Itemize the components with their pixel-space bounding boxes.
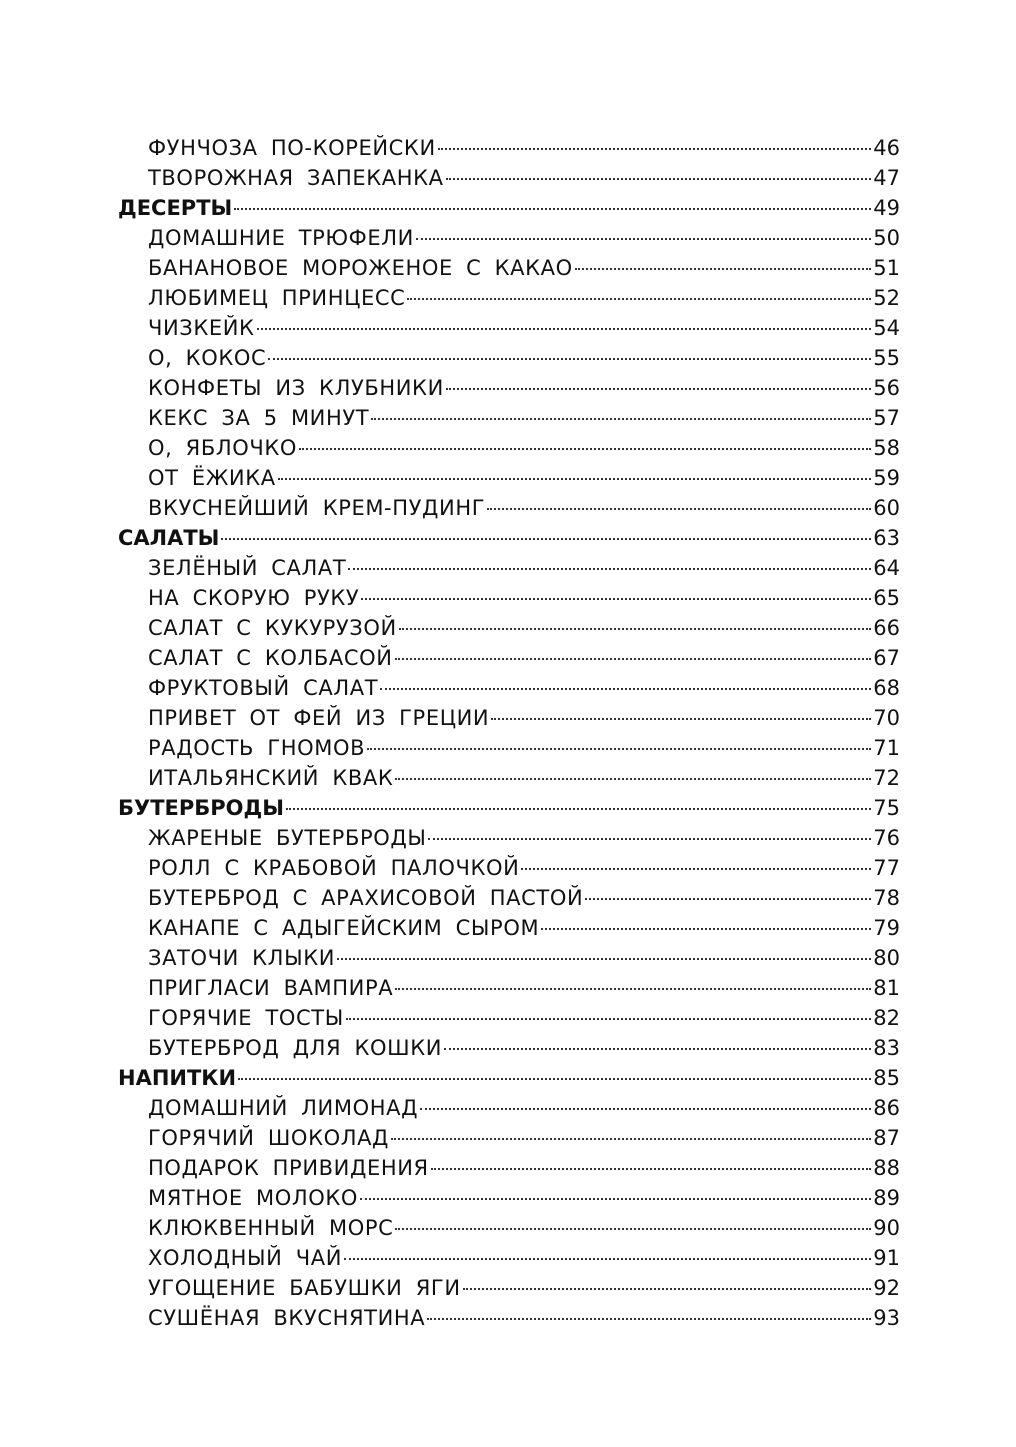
- toc-entry-title: ЗАТОЧИ КЛЫКИ: [148, 946, 336, 970]
- toc-leader-dots: [399, 628, 871, 630]
- toc-entry-title: КЛЮКВЕННЫЙ МОРС: [148, 1216, 394, 1240]
- toc-page-number: 59: [873, 466, 900, 490]
- toc-entry-title: БУТЕРБРОД С АРАХИСОВОЙ ПАСТОЙ: [148, 886, 584, 910]
- toc-entry-row[interactable]: [118, 1243, 900, 1273]
- toc-leader-dots: [286, 808, 871, 810]
- toc-entry-title: КАНАПЕ С АДЫГЕЙСКИМ СЫРОМ: [148, 916, 540, 940]
- toc-entry-row[interactable]: [118, 1093, 900, 1123]
- toc-leader-dots: [575, 268, 872, 270]
- toc-page-number: 67: [873, 646, 900, 670]
- toc-entry-row[interactable]: [118, 913, 900, 943]
- toc-page-number: 64: [873, 556, 900, 580]
- toc-entry-row[interactable]: [118, 853, 900, 883]
- toc-entry-row[interactable]: [118, 1123, 900, 1153]
- toc-entry-row[interactable]: [118, 643, 900, 673]
- toc-page-number: 65: [873, 586, 900, 610]
- toc-entry-row[interactable]: [118, 1213, 900, 1243]
- toc-entry-title: ОТ ЁЖИКА: [148, 466, 276, 490]
- toc-leader-dots: [416, 238, 871, 240]
- toc-page-number: 60: [873, 496, 900, 520]
- toc-entry-row[interactable]: [118, 133, 900, 163]
- toc-entry-row[interactable]: [118, 1273, 900, 1303]
- toc-section-row[interactable]: [118, 793, 900, 823]
- toc-page-number: 91: [873, 1246, 900, 1270]
- toc-leader-dots: [491, 718, 871, 720]
- toc-page-number: 80: [873, 946, 900, 970]
- toc-page-number: 50: [873, 226, 900, 250]
- toc-page-number: 87: [873, 1126, 900, 1150]
- toc-page-number: 79: [873, 916, 900, 940]
- toc-section-title: НАПИТКИ: [118, 1066, 237, 1090]
- toc-leader-dots: [428, 838, 871, 840]
- toc-entry-row[interactable]: [118, 973, 900, 1003]
- toc-entry-row[interactable]: [118, 1153, 900, 1183]
- toc-entry-title: ЗЕЛЁНЫЙ САЛАТ: [148, 556, 347, 580]
- toc-page-number: 83: [873, 1036, 900, 1060]
- toc-entry-row[interactable]: [118, 883, 900, 913]
- toc-entry-title: ЖАРЕНЫЕ БУТЕРБРОДЫ: [148, 826, 427, 850]
- toc-leader-dots: [221, 538, 871, 540]
- toc-page-number: 78: [873, 886, 900, 910]
- table-of-contents: [118, 133, 900, 1333]
- toc-section-title: ДЕСЕРТЫ: [118, 196, 233, 220]
- toc-page-number: 81: [873, 976, 900, 1000]
- toc-entry-row[interactable]: [118, 703, 900, 733]
- toc-entry-row[interactable]: [118, 283, 900, 313]
- toc-leader-dots: [344, 1258, 871, 1260]
- toc-leader-dots: [299, 448, 871, 450]
- toc-leader-dots: [427, 1318, 871, 1320]
- toc-entry-title: РАДОСТЬ ГНОМОВ: [148, 736, 366, 760]
- toc-page-number: 47: [873, 166, 900, 190]
- toc-page-number: 72: [873, 766, 900, 790]
- toc-leader-dots: [420, 1108, 871, 1110]
- toc-entry-row[interactable]: [118, 1033, 900, 1063]
- toc-entry-title: БУТЕРБРОД ДЛЯ КОШКИ: [148, 1036, 443, 1060]
- toc-entry-row[interactable]: [118, 343, 900, 373]
- toc-entry-row[interactable]: [118, 823, 900, 853]
- toc-page-number: 54: [873, 316, 900, 340]
- toc-page-number: 71: [873, 736, 900, 760]
- toc-entry-row[interactable]: [118, 943, 900, 973]
- toc-entry-title: ПОДАРОК ПРИВИДЕНИЯ: [148, 1156, 429, 1180]
- toc-page-number: 86: [873, 1096, 900, 1120]
- toc-entry-title: ДОМАШНИЙ ЛИМОНАД: [148, 1096, 419, 1120]
- toc-leader-dots: [395, 658, 872, 660]
- toc-leader-dots: [487, 508, 871, 510]
- toc-leader-dots: [446, 178, 872, 180]
- toc-leader-dots: [521, 868, 871, 870]
- toc-entry-title: БАНАНОВОЕ МОРОЖЕНОЕ С КАКАО: [148, 256, 573, 280]
- toc-section-row[interactable]: [118, 523, 900, 553]
- toc-page-number: 46: [873, 136, 900, 160]
- toc-page-number: 75: [873, 796, 900, 820]
- toc-leader-dots: [541, 928, 871, 930]
- toc-entry-row[interactable]: [118, 313, 900, 343]
- toc-entry-title: ТВОРОЖНАЯ ЗАПЕКАНКА: [148, 166, 444, 190]
- toc-entry-title: УГОЩЕНИЕ БАБУШКИ ЯГИ: [148, 1276, 461, 1300]
- toc-entry-title: ПРИВЕТ ОТ ФЕЙ ИЗ ГРЕЦИИ: [148, 706, 490, 730]
- toc-entry-row[interactable]: [118, 373, 900, 403]
- toc-entry-row[interactable]: [118, 733, 900, 763]
- toc-page-number: 89: [873, 1186, 900, 1210]
- toc-section-row[interactable]: [118, 193, 900, 223]
- toc-page-number: 82: [873, 1006, 900, 1030]
- toc-leader-dots: [585, 898, 871, 900]
- toc-leader-dots: [337, 958, 871, 960]
- toc-page-number: 70: [873, 706, 900, 730]
- toc-entry-title: КОНФЕТЫ ИЗ КЛУБНИКИ: [148, 376, 444, 400]
- toc-section-row[interactable]: [118, 1063, 900, 1093]
- toc-leader-dots: [446, 388, 871, 390]
- toc-leader-dots: [268, 358, 871, 360]
- toc-entry-row[interactable]: [118, 613, 900, 643]
- toc-page-number: 85: [873, 1066, 900, 1090]
- toc-entry-title: ХОЛОДНЫЙ ЧАЙ: [148, 1246, 343, 1270]
- toc-entry-title: ЧИЗКЕЙК: [148, 316, 255, 340]
- toc-page-number: 55: [873, 346, 900, 370]
- toc-entry-row[interactable]: [118, 253, 900, 283]
- toc-leader-dots: [348, 568, 871, 570]
- toc-page-number: 76: [873, 826, 900, 850]
- toc-page-number: 68: [873, 676, 900, 700]
- toc-entry-title: ФУНЧОЗА ПО-КОРЕЙСКИ: [148, 136, 436, 160]
- toc-entry-title: ФРУКТОВЫЙ САЛАТ: [148, 676, 379, 700]
- toc-entry-row[interactable]: [118, 463, 900, 493]
- toc-leader-dots: [257, 328, 872, 330]
- toc-entry-row[interactable]: [118, 673, 900, 703]
- toc-leader-dots: [367, 748, 871, 750]
- toc-page-number: 58: [873, 436, 900, 460]
- toc-page-number: 93: [873, 1306, 900, 1330]
- toc-entry-title: ИТАЛЬЯНСКИЙ КВАК: [148, 766, 394, 790]
- toc-entry-title: РОЛЛ С КРАБОВОЙ ПАЛОЧКОЙ: [148, 856, 520, 880]
- toc-page-number: 90: [873, 1216, 900, 1240]
- toc-entry-row[interactable]: [118, 763, 900, 793]
- toc-leader-dots: [238, 1078, 871, 1080]
- toc-page-number: 51: [873, 256, 900, 280]
- toc-leader-dots: [444, 1048, 871, 1050]
- toc-entry-title: САЛАТ С КУКУРУЗОЙ: [148, 616, 397, 640]
- toc-leader-dots: [391, 1138, 871, 1140]
- toc-leader-dots: [346, 1018, 871, 1020]
- toc-entry-row[interactable]: [118, 583, 900, 613]
- toc-leader-dots: [438, 148, 872, 150]
- toc-entry-row[interactable]: [118, 1303, 900, 1333]
- toc-entry-title: О, ЯБЛОЧКО: [148, 436, 298, 460]
- toc-entry-title: НА СКОРУЮ РУКУ: [148, 586, 360, 610]
- toc-page-number: 49: [873, 196, 900, 220]
- toc-entry-title: ГОРЯЧИЕ ТОСТЫ: [148, 1006, 344, 1030]
- toc-leader-dots: [234, 208, 871, 210]
- toc-page-number: 63: [873, 526, 900, 550]
- toc-page-number: 77: [873, 856, 900, 880]
- toc-entry-title: КЕКС ЗА 5 МИНУТ: [148, 406, 370, 430]
- toc-entry-title: МЯТНОЕ МОЛОКО: [148, 1186, 359, 1210]
- toc-page-number: 92: [873, 1276, 900, 1300]
- toc-entry-row[interactable]: [118, 493, 900, 523]
- toc-entry-row[interactable]: [118, 1003, 900, 1033]
- toc-entry-title: ГОРЯЧИЙ ШОКОЛАД: [148, 1126, 390, 1150]
- toc-page-number: 52: [873, 286, 900, 310]
- toc-leader-dots: [431, 1168, 872, 1170]
- toc-page-number: 57: [873, 406, 900, 430]
- toc-entry-title: ДОМАШНИЕ ТРЮФЕЛИ: [148, 226, 414, 250]
- toc-entry-title: САЛАТ С КОЛБАСОЙ: [148, 646, 393, 670]
- toc-entry-row[interactable]: [118, 403, 900, 433]
- toc-leader-dots: [463, 1288, 872, 1290]
- toc-entry-row[interactable]: [118, 553, 900, 583]
- toc-entry-row[interactable]: [118, 223, 900, 253]
- toc-entry-title: ПРИГЛАСИ ВАМПИРА: [148, 976, 394, 1000]
- toc-leader-dots: [407, 298, 871, 300]
- toc-section-title: БУТЕРБРОДЫ: [118, 796, 284, 820]
- toc-entry-row[interactable]: [118, 163, 900, 193]
- toc-leader-dots: [380, 688, 871, 690]
- toc-entry-row[interactable]: [118, 433, 900, 463]
- toc-entry-title: ВКУСНЕЙШИЙ КРЕМ-ПУДИНГ: [148, 496, 486, 520]
- toc-entry-row[interactable]: [118, 1183, 900, 1213]
- toc-leader-dots: [278, 478, 872, 480]
- toc-leader-dots: [395, 988, 871, 990]
- toc-leader-dots: [395, 778, 871, 780]
- toc-entry-title: ЛЮБИМЕЦ ПРИНЦЕСС: [148, 286, 406, 310]
- toc-entry-title: О, КОКОС: [148, 346, 267, 370]
- toc-section-title: САЛАТЫ: [118, 526, 220, 550]
- toc-page-number: 88: [873, 1156, 900, 1180]
- toc-page-number: 56: [873, 376, 900, 400]
- toc-entry-title: СУШЁНАЯ ВКУСНЯТИНА: [148, 1306, 426, 1330]
- toc-leader-dots: [371, 418, 871, 420]
- toc-leader-dots: [361, 598, 871, 600]
- toc-page-number: 66: [873, 616, 900, 640]
- toc-leader-dots: [360, 1198, 871, 1200]
- toc-leader-dots: [395, 1228, 871, 1230]
